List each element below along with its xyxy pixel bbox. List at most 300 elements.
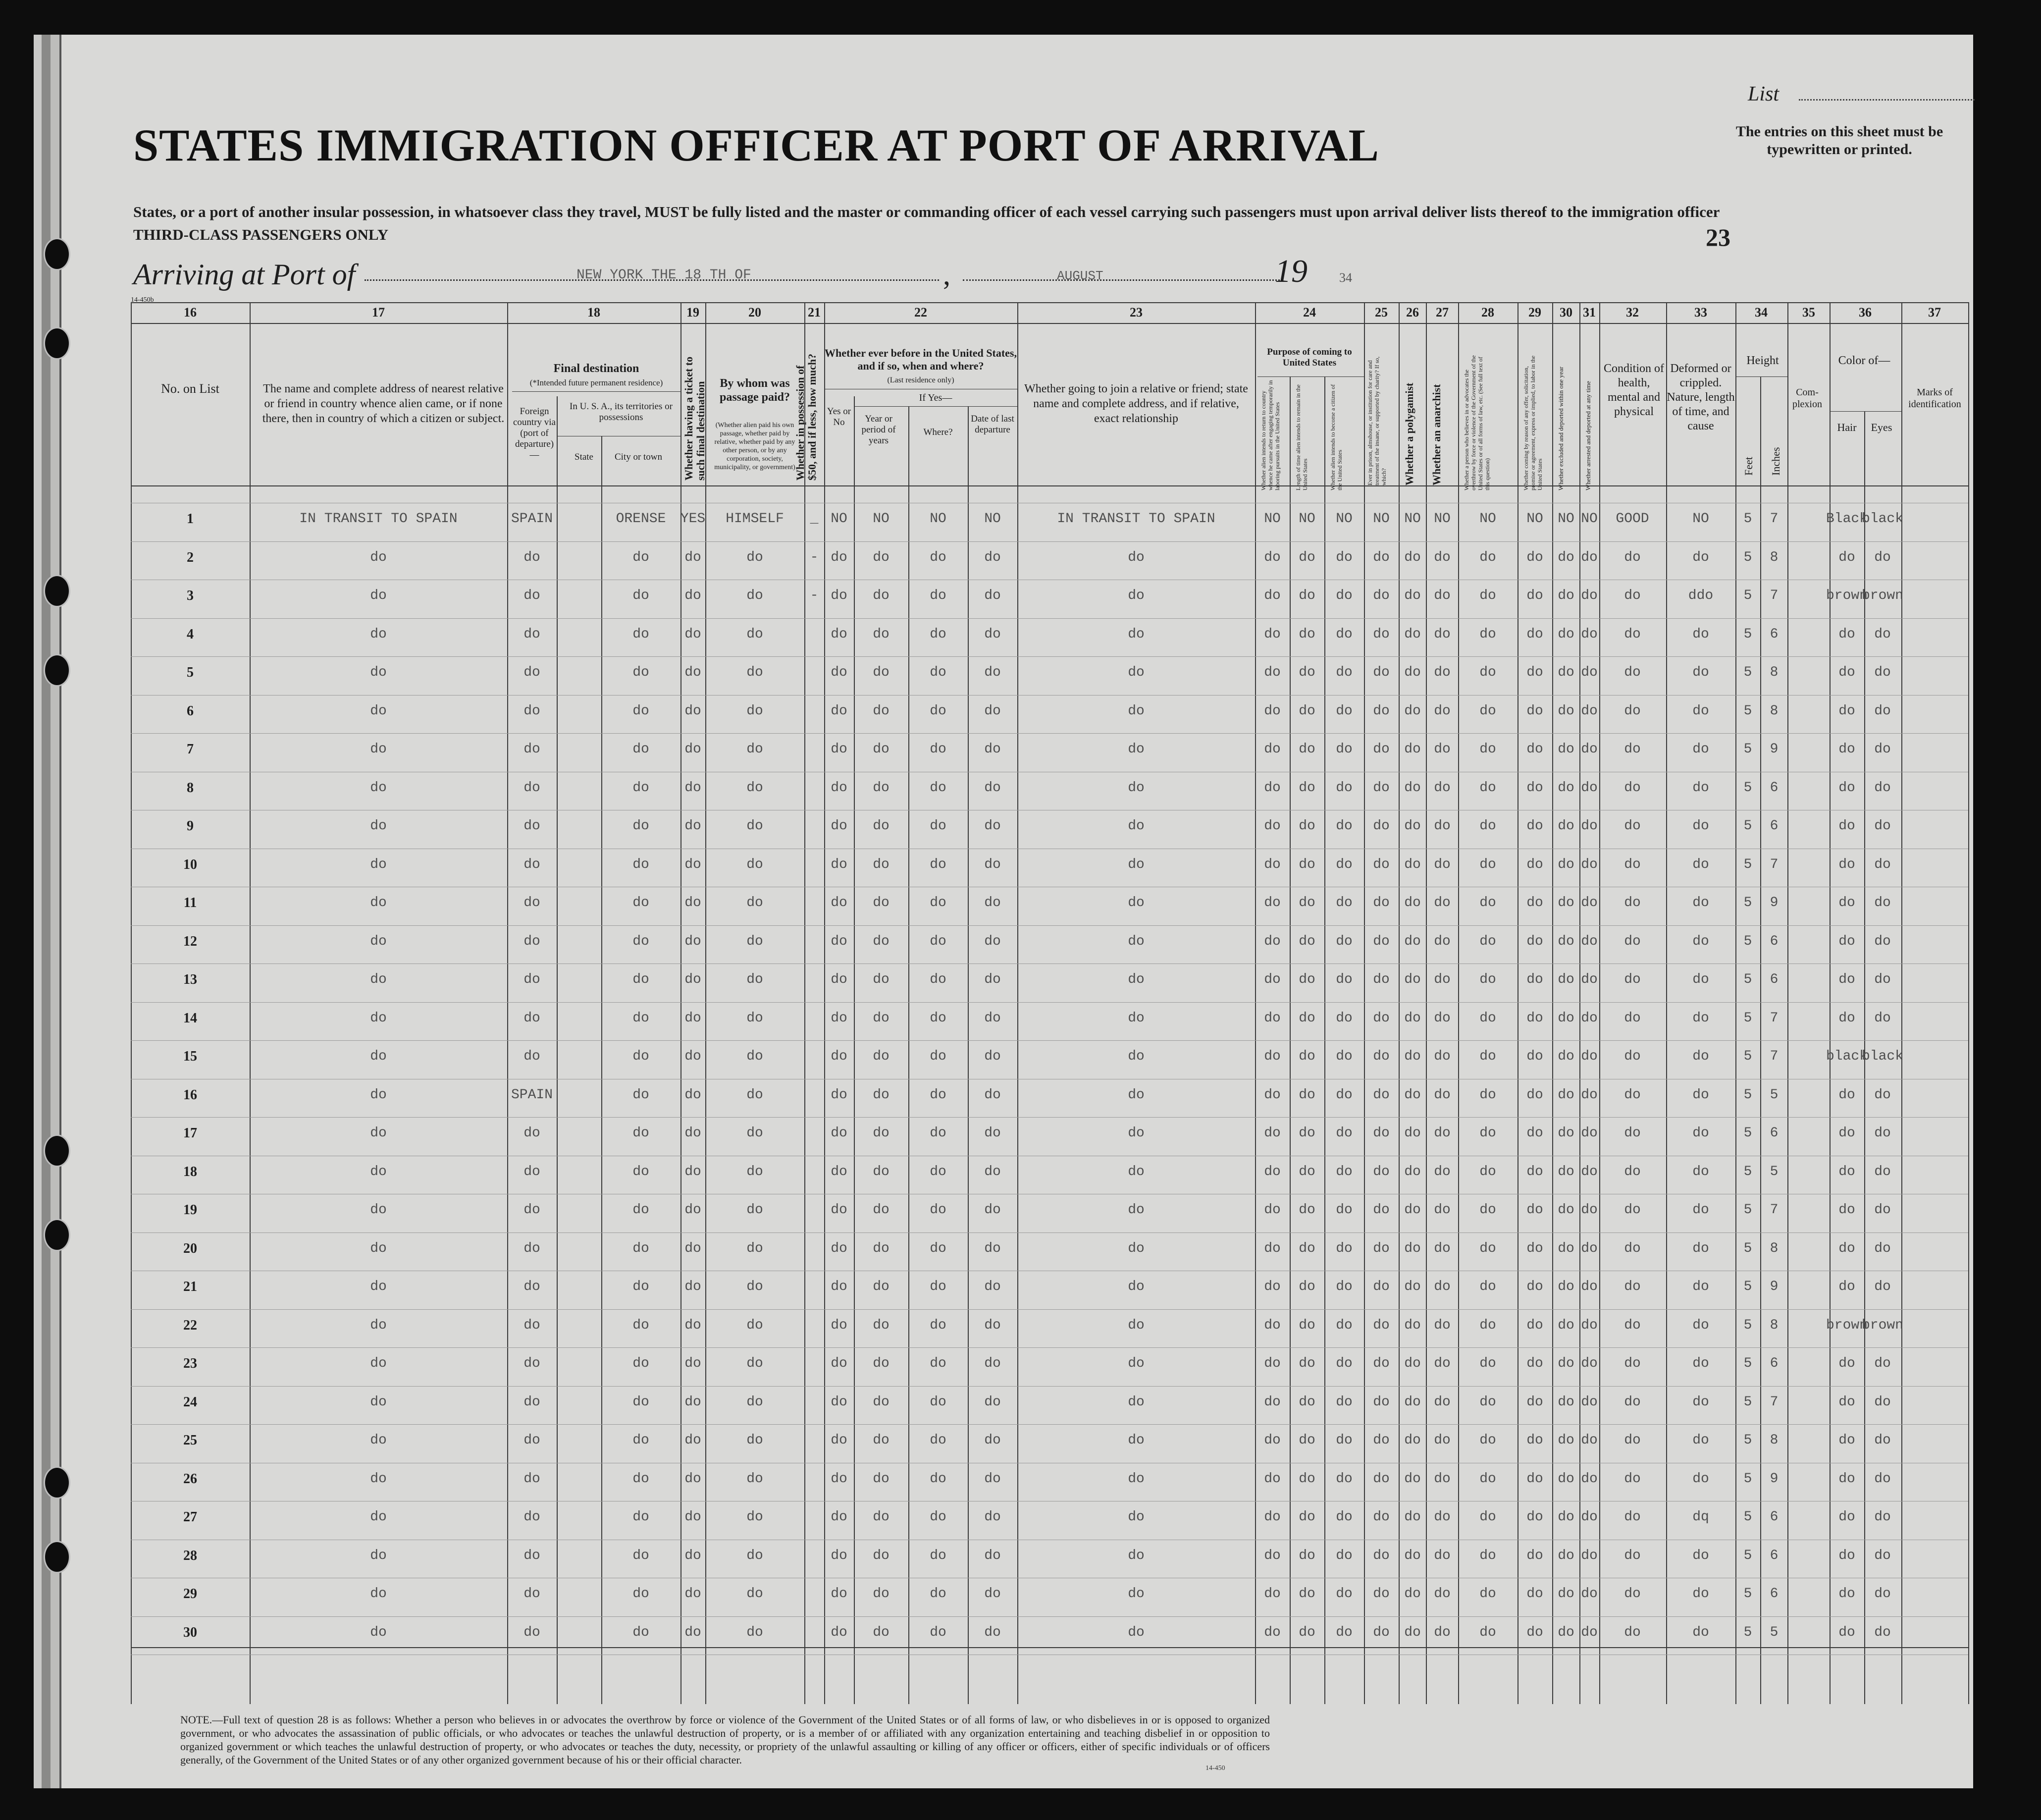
cell-c24b: NO [1299, 511, 1315, 527]
cell-ft: 5 [1743, 1586, 1752, 1602]
cell-c18c: do [632, 933, 649, 949]
cell-eyes: brown [1861, 1317, 1903, 1333]
column-rule [131, 302, 132, 1704]
cell-c26: do [1404, 1356, 1421, 1371]
cell-c20: do [746, 588, 763, 603]
cell-hair: do [1838, 1471, 1855, 1487]
row-number: 10 [183, 856, 197, 872]
cell-c24c: do [1336, 895, 1353, 910]
cell-c24c: do [1336, 972, 1353, 987]
cell-c18f: do [523, 1433, 540, 1448]
cell-hair: do [1838, 933, 1855, 949]
cell-c23: do [1128, 1087, 1145, 1103]
row-rule [131, 1040, 1968, 1041]
column-number: 21 [808, 305, 821, 320]
cell-c33: do [1692, 1548, 1709, 1563]
cell-c22d: do [984, 1471, 1001, 1487]
cell-c24b: do [1299, 1240, 1315, 1256]
cell-eyes: do [1874, 1433, 1891, 1448]
cell-ft: 5 [1743, 1624, 1752, 1640]
cell-c26: do [1404, 1433, 1421, 1448]
cell-c18f: do [523, 1125, 540, 1141]
cell-hair: do [1838, 1509, 1855, 1525]
cell-c17: do [370, 780, 387, 796]
cell-c29: do [1526, 1125, 1543, 1141]
cell-c25: do [1373, 1279, 1390, 1294]
cell-c22d: do [984, 1624, 1001, 1640]
cell-c18f: do [523, 818, 540, 834]
cell-c28: do [1479, 1624, 1496, 1640]
cell-eyes: do [1874, 1586, 1891, 1602]
cell-c26: do [1404, 933, 1421, 949]
cell-c22yn: do [831, 626, 847, 642]
cell-c22w: do [930, 1586, 946, 1602]
cell-c30: do [1558, 1240, 1574, 1256]
cell-c32: do [1624, 1317, 1641, 1333]
cell-ft: 5 [1743, 933, 1752, 949]
cell-hair: do [1838, 1087, 1855, 1103]
row-rule [131, 695, 1968, 696]
cell-c23: do [1128, 895, 1145, 910]
cell-c23: do [1128, 1125, 1145, 1141]
cell-c23: do [1128, 1471, 1145, 1487]
cell-in: 6 [1770, 818, 1779, 834]
cell-c24a: do [1264, 1433, 1281, 1448]
cell-c24b: do [1299, 549, 1315, 565]
cell-c26: do [1404, 856, 1421, 872]
cell-c26: do [1404, 549, 1421, 565]
cell-c18f: do [523, 1586, 540, 1602]
cell-c31: do [1581, 1010, 1598, 1026]
cell-ft: 5 [1743, 1509, 1752, 1525]
cell-c31: do [1581, 895, 1598, 910]
cell-c26: do [1404, 1010, 1421, 1026]
cell-c31: do [1581, 856, 1598, 872]
cell-hair: do [1838, 1624, 1855, 1640]
cell-c24a: do [1264, 1548, 1281, 1563]
row-number: 3 [187, 588, 194, 603]
cell-c31: do [1581, 549, 1598, 565]
cell-c25: do [1373, 1433, 1390, 1448]
col20-subtitle: (Whether alien paid his own passage, whether paid by relative, whether paid by any other person, or by any corporation, society, municipality, or government) [714, 422, 795, 471]
col36-eyes: Eyes [1871, 421, 1892, 433]
column-number: 34 [1755, 305, 1768, 320]
cell-c26: do [1404, 1509, 1421, 1525]
cell-c31: do [1581, 972, 1598, 987]
column-number: 23 [1130, 305, 1143, 320]
cell-c30: do [1558, 972, 1574, 987]
column-number: 27 [1436, 305, 1449, 320]
cell-c24c: do [1336, 665, 1353, 680]
cell-c28: do [1479, 665, 1496, 680]
cell-hair: do [1838, 818, 1855, 834]
cell-c29: do [1526, 1394, 1543, 1410]
cell-c33: do [1692, 742, 1709, 757]
cell-c22yn: do [831, 1087, 847, 1103]
cell-c18c: do [632, 626, 649, 642]
cell-c20: do [746, 1471, 763, 1487]
cell-c23: do [1128, 818, 1145, 834]
column-number: 25 [1375, 305, 1388, 320]
cell-c24c: do [1336, 1279, 1353, 1294]
cell-c22d: do [984, 895, 1001, 910]
cell-c28: do [1479, 1471, 1496, 1487]
cell-eyes: do [1874, 665, 1891, 680]
row-rule [131, 541, 1968, 542]
cell-c18f: SPAIN [511, 1087, 553, 1103]
cell-c28: do [1479, 588, 1496, 603]
cell-c22w: do [930, 1087, 946, 1103]
cell-in: 8 [1770, 665, 1779, 680]
col19-header: Whether having a ticket to such final destination [682, 356, 707, 481]
cell-c22y: do [873, 895, 890, 910]
cell-c24b: do [1299, 933, 1315, 949]
punch-hole [44, 1219, 70, 1251]
cell-c28: NO [1479, 511, 1496, 527]
col18-title: Final destination [553, 362, 639, 375]
cell-c24c: do [1336, 742, 1353, 757]
punch-hole [44, 1541, 70, 1573]
col36-title: Color of— [1838, 354, 1890, 367]
cell-c29: do [1526, 1624, 1543, 1640]
cell-c24b: do [1299, 1010, 1315, 1026]
form-code: 14-450 [1205, 1765, 1225, 1772]
cell-c27: do [1434, 588, 1451, 603]
cell-c22y: do [873, 1164, 890, 1179]
cell-c24a: do [1264, 703, 1281, 719]
cell-c24a: do [1264, 1202, 1281, 1218]
cell-c30: do [1558, 549, 1574, 565]
cell-c23: do [1128, 665, 1145, 680]
cell-c26: do [1404, 780, 1421, 796]
cell-c31: do [1581, 1164, 1598, 1179]
cell-c22yn: do [831, 742, 847, 757]
cell-c30: do [1558, 1356, 1574, 1371]
cell-ft: 5 [1743, 1087, 1752, 1103]
cell-c17: do [370, 1240, 387, 1256]
cell-c22y: do [873, 818, 890, 834]
column-number: 36 [1859, 305, 1872, 320]
cell-c19: do [684, 665, 701, 680]
cell-c24c: do [1336, 1586, 1353, 1602]
cell-eyes: do [1874, 780, 1891, 796]
cell-c22w: do [930, 895, 946, 910]
cell-c22w: do [930, 1279, 946, 1294]
cell-c22w: do [930, 742, 946, 757]
cell-c22yn: do [831, 665, 847, 680]
cell-c24b: do [1299, 1125, 1315, 1141]
cell-c33: do [1692, 1356, 1709, 1371]
cell-c22w: do [930, 1202, 946, 1218]
cell-c33: do [1692, 1624, 1709, 1640]
cell-c17: do [370, 1356, 387, 1371]
cell-c18c: do [632, 742, 649, 757]
cell-c20: do [746, 1394, 763, 1410]
col22-yesno: Yes or No [827, 406, 851, 428]
punch-hole [44, 1466, 70, 1499]
cell-c30: do [1558, 933, 1574, 949]
manifest-sheet [59, 35, 1973, 1788]
cell-c23: do [1128, 1509, 1145, 1525]
cell-in: 9 [1770, 895, 1779, 910]
cell-c17: do [370, 1624, 387, 1640]
cell-in: 7 [1770, 856, 1779, 872]
cell-c29: do [1526, 742, 1543, 757]
cell-c24b: do [1299, 1394, 1315, 1410]
cell-c28: do [1479, 780, 1496, 796]
cell-c22d: do [984, 1509, 1001, 1525]
cell-c29: do [1526, 1240, 1543, 1256]
cell-c20: do [746, 1279, 763, 1294]
header-rule [1735, 376, 1787, 377]
cell-c18c: do [632, 1509, 649, 1525]
arriving-label: Arriving at Port of [133, 258, 356, 291]
cell-c26: do [1404, 1586, 1421, 1602]
cell-c22w: do [930, 818, 946, 834]
col26-header: Whether a polygamist [1403, 382, 1415, 485]
cell-c22d: do [984, 549, 1001, 565]
table-rule [131, 302, 1968, 303]
cell-c19: do [684, 1164, 701, 1179]
cell-c22d: do [984, 1202, 1001, 1218]
cell-c24c: do [1336, 1356, 1353, 1371]
cell-c20: HIMSELF [726, 511, 784, 527]
col22-date: Date of last departure [971, 414, 1014, 435]
cell-c22y: do [873, 1394, 890, 1410]
cell-c30: do [1558, 1317, 1574, 1333]
cell-c22yn: do [831, 1279, 847, 1294]
cell-c31: do [1581, 588, 1598, 603]
cell-c25: do [1373, 895, 1390, 910]
row-rule [131, 1386, 1968, 1387]
cell-c28: do [1479, 1356, 1496, 1371]
cell-c19: do [684, 1240, 701, 1256]
cell-c24b: do [1299, 1356, 1315, 1371]
cell-c26: do [1404, 626, 1421, 642]
cell-c22w: do [930, 1049, 946, 1064]
cell-c30: do [1558, 626, 1574, 642]
cell-hair: brown [1826, 1317, 1868, 1333]
cell-c32: do [1624, 1010, 1641, 1026]
cell-in: 6 [1770, 1548, 1779, 1563]
cell-c24c: do [1336, 1509, 1353, 1525]
cell-c23: IN TRANSIT TO SPAIN [1057, 511, 1215, 527]
cell-c33: do [1692, 1202, 1709, 1218]
cell-c22y: do [873, 1433, 890, 1448]
year-prefix: 19 [1275, 253, 1308, 289]
cell-c19: do [684, 1433, 701, 1448]
cell-c29: do [1526, 780, 1543, 796]
cell-in: 6 [1770, 1509, 1779, 1525]
row-number: 1 [187, 511, 194, 527]
cell-c31: do [1581, 665, 1598, 680]
cell-c30: do [1558, 1010, 1574, 1026]
cell-c24c: do [1336, 588, 1353, 603]
row-number: 29 [183, 1586, 197, 1602]
cell-c22d: do [984, 972, 1001, 987]
cell-hair: do [1838, 1164, 1855, 1179]
cell-c31: do [1581, 1049, 1598, 1064]
cell-c24b: do [1299, 1586, 1315, 1602]
cell-c22w: do [930, 856, 946, 872]
cell-c20: do [746, 895, 763, 910]
cell-c33: do [1692, 665, 1709, 680]
cell-c19: do [684, 818, 701, 834]
cell-ft: 5 [1743, 856, 1752, 872]
col21-header: Whether in possession of $50, and if less, how much? [794, 353, 818, 481]
entries-note: The entries on this sheet must be typewritten or printed. [1735, 123, 1943, 158]
cell-c22yn: do [831, 1317, 847, 1333]
cell-c22y: do [873, 1471, 890, 1487]
row-rule [131, 1347, 1968, 1348]
cell-c24a: do [1264, 665, 1281, 680]
cell-c17: do [370, 1164, 387, 1179]
cell-c28: do [1479, 856, 1496, 872]
cell-in: 9 [1770, 1279, 1779, 1294]
cell-c29: do [1526, 856, 1543, 872]
cell-c24a: do [1264, 742, 1281, 757]
cell-c30: do [1558, 703, 1574, 719]
cell-c30: do [1558, 1087, 1574, 1103]
cell-c18f: do [523, 588, 540, 603]
cell-c28: do [1479, 1125, 1496, 1141]
column-number: 33 [1694, 305, 1707, 320]
cell-c32: do [1624, 703, 1641, 719]
cell-in: 5 [1770, 1624, 1779, 1640]
cell-c30: do [1558, 1125, 1574, 1141]
cell-eyes: do [1874, 1202, 1891, 1218]
cell-c32: do [1624, 780, 1641, 796]
cell-c24a: do [1264, 1240, 1281, 1256]
cell-c32: do [1624, 1087, 1641, 1103]
cell-c32: do [1624, 933, 1641, 949]
cell-c17: do [370, 818, 387, 834]
cell-c25: do [1373, 1202, 1390, 1218]
column-number: 32 [1626, 305, 1639, 320]
cell-c31: do [1581, 780, 1598, 796]
cell-c17: do [370, 972, 387, 987]
cell-eyes: do [1874, 1471, 1891, 1487]
cell-c23: do [1128, 856, 1145, 872]
cell-c26: do [1404, 1394, 1421, 1410]
cell-c22yn: do [831, 856, 847, 872]
cell-c26: do [1404, 1548, 1421, 1563]
header-rule [512, 391, 680, 392]
col25-header: Ever in prison, almshouse, or institution for care and treatment of the insane, or supported by charity? If so, which? [1366, 356, 1387, 485]
cell-c20: do [746, 1240, 763, 1256]
cell-hair: do [1838, 1548, 1855, 1563]
cell-c27: do [1434, 549, 1451, 565]
cell-c27: do [1434, 742, 1451, 757]
cell-c19: do [684, 1586, 701, 1602]
cell-c17: do [370, 1049, 387, 1064]
cell-c18c: do [632, 1548, 649, 1563]
cell-c18c: do [632, 549, 649, 565]
cell-c25: do [1373, 1356, 1390, 1371]
cell-c22w: do [930, 703, 946, 719]
punch-hole [44, 654, 70, 687]
cell-in: 7 [1770, 588, 1779, 603]
cell-c27: do [1434, 1087, 1451, 1103]
cell-c30: do [1558, 1471, 1574, 1487]
cell-c22yn: do [831, 1356, 847, 1371]
cell-c32: GOOD [1616, 511, 1649, 527]
cell-c29: do [1526, 626, 1543, 642]
cell-in: 8 [1770, 703, 1779, 719]
row-number: 13 [183, 972, 197, 987]
cell-c24c: do [1336, 780, 1353, 796]
footnote: NOTE.—Full text of question 28 is as follows: Whether a person who believes in or advocates the overthrow by force or violence of the Government of the United States or of all forms of law, or who disbelieves in or is opposed to organized government, or who advocates the assassination of public officials, or who advocates or teaches the unlawful destruction of property, or is a member of or affiliated with any organization entertaining and teaching disbelief in or opposition to organized government or which teaches the unlawful destruction of property, or who advocates or teaches the duty, necessity, or propriety of the unlawful assaulting or killing of any officer or officers, either of specific individuals or of officers generally, of the Government of the United States or of any other organized government because of his or their official character. [180, 1713, 1270, 1766]
cell-hair: do [1838, 1279, 1855, 1294]
cell-c25: do [1373, 933, 1390, 949]
column-number: 18 [587, 305, 600, 320]
cell-c20: do [746, 1433, 763, 1448]
cell-ft: 5 [1743, 665, 1752, 680]
cell-c23: do [1128, 1394, 1145, 1410]
col29-header: Whether coming by reason of any offer, solicitation, promise or agreement, express or implied, to labor in the United States [1522, 355, 1543, 490]
col34-title: Height [1746, 354, 1779, 367]
cell-c24b: do [1299, 1548, 1315, 1563]
cell-c33: do [1692, 1240, 1709, 1256]
cell-c19: do [684, 1279, 701, 1294]
cell-c24c: do [1336, 1548, 1353, 1563]
cell-c18c: do [632, 1586, 649, 1602]
cell-c17: do [370, 1202, 387, 1218]
cell-c31: do [1581, 1548, 1598, 1563]
cell-ft: 5 [1743, 626, 1752, 642]
list-label: List [1748, 83, 1779, 106]
cell-c18c: do [632, 1010, 649, 1026]
cell-c18f: do [523, 703, 540, 719]
cell-c27: do [1434, 972, 1451, 987]
cell-c19: do [684, 626, 701, 642]
cell-c26: do [1404, 1049, 1421, 1064]
cell-c22yn: do [831, 1125, 847, 1141]
col18-state: State [575, 452, 593, 462]
cell-c22w: do [930, 1509, 946, 1525]
cell-c24a: do [1264, 1624, 1281, 1640]
cell-c22y: do [873, 1586, 890, 1602]
cell-c18f: do [523, 1394, 540, 1410]
cell-c22yn: do [831, 895, 847, 910]
row-number: 30 [183, 1624, 197, 1640]
col18-subtitle: (*Intended future permanent residence) [529, 378, 663, 387]
cell-c30: NO [1558, 511, 1574, 527]
column-number: 20 [748, 305, 761, 320]
cell-c24c: do [1336, 703, 1353, 719]
cell-in: 6 [1770, 933, 1779, 949]
cell-c26: do [1404, 703, 1421, 719]
cell-c24a: do [1264, 895, 1281, 910]
cell-c17: do [370, 1087, 387, 1103]
list-number-line [1799, 99, 1975, 101]
cell-c23: do [1128, 742, 1145, 757]
cell-c24b: do [1299, 1471, 1315, 1487]
cell-c25: do [1373, 1548, 1390, 1563]
row-number: 6 [187, 703, 194, 719]
cell-c23: do [1128, 1010, 1145, 1026]
cell-c27: do [1434, 665, 1451, 680]
col18-city: City or town [614, 452, 663, 462]
cell-c24a: do [1264, 818, 1281, 834]
cell-c22yn: do [831, 1624, 847, 1640]
cell-c27: do [1434, 1624, 1451, 1640]
cell-c22d: do [984, 933, 1001, 949]
cell-c27: do [1434, 1548, 1451, 1563]
cell-hair: do [1838, 1010, 1855, 1026]
cell-c19: do [684, 549, 701, 565]
cell-c22d: do [984, 1125, 1001, 1141]
